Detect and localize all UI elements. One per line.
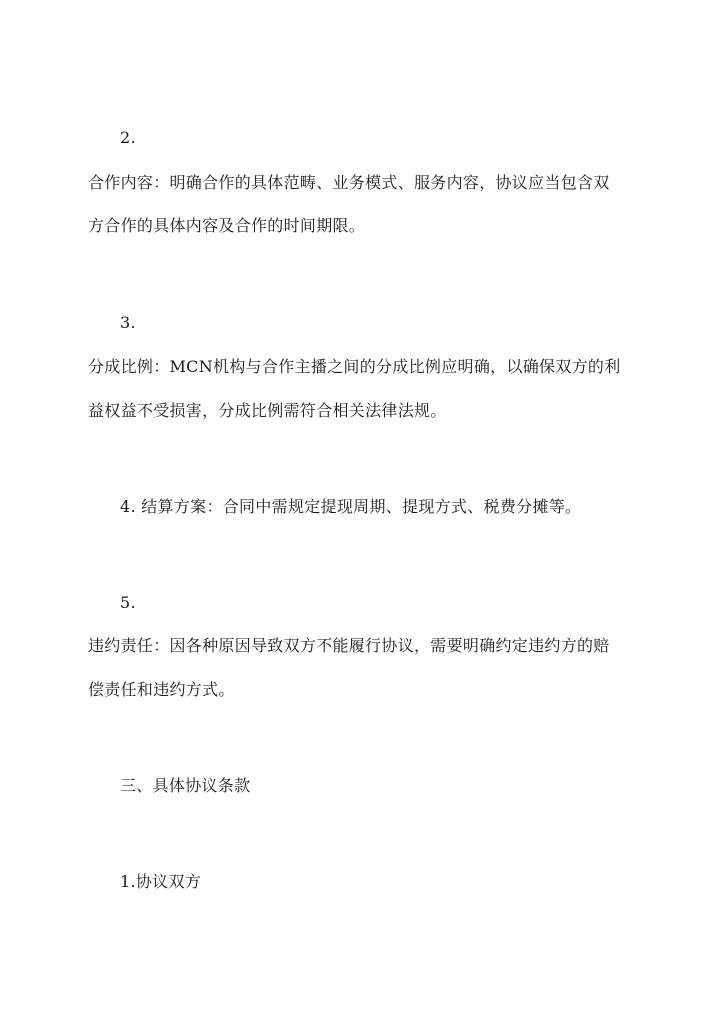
item-3-text-line-2: 益权益不受损害，分成比例需符合相关法律法规。 xyxy=(88,401,447,420)
item-5-text-line-1: 违约责任：因各种原因导致双方不能履行协议，需要明确约定违约方的赔 xyxy=(88,636,610,655)
item-2-number: 2. xyxy=(120,128,136,147)
item-4-text: 4. 结算方案：合同中需规定提现周期、提现方式、税费分摊等。 xyxy=(120,497,582,516)
item-5-text-line-2: 偿责任和违约方式。 xyxy=(88,680,235,699)
section-heading: 三、具体协议条款 xyxy=(120,776,251,795)
item-3-number: 3. xyxy=(120,313,136,332)
item-2-text-line-1: 合作内容：明确合作的具体范畴、业务模式、服务内容，协议应当包含双 xyxy=(88,173,610,192)
subsection-heading: 1.协议双方 xyxy=(120,872,202,891)
item-3-text-line-1: 分成比例：MCN机构与合作主播之间的分成比例应明确，以确保双方的利 xyxy=(88,357,621,376)
item-5-number: 5. xyxy=(120,593,136,612)
item-2-text-line-2: 方合作的具体内容及合作的时间期限。 xyxy=(88,216,366,235)
